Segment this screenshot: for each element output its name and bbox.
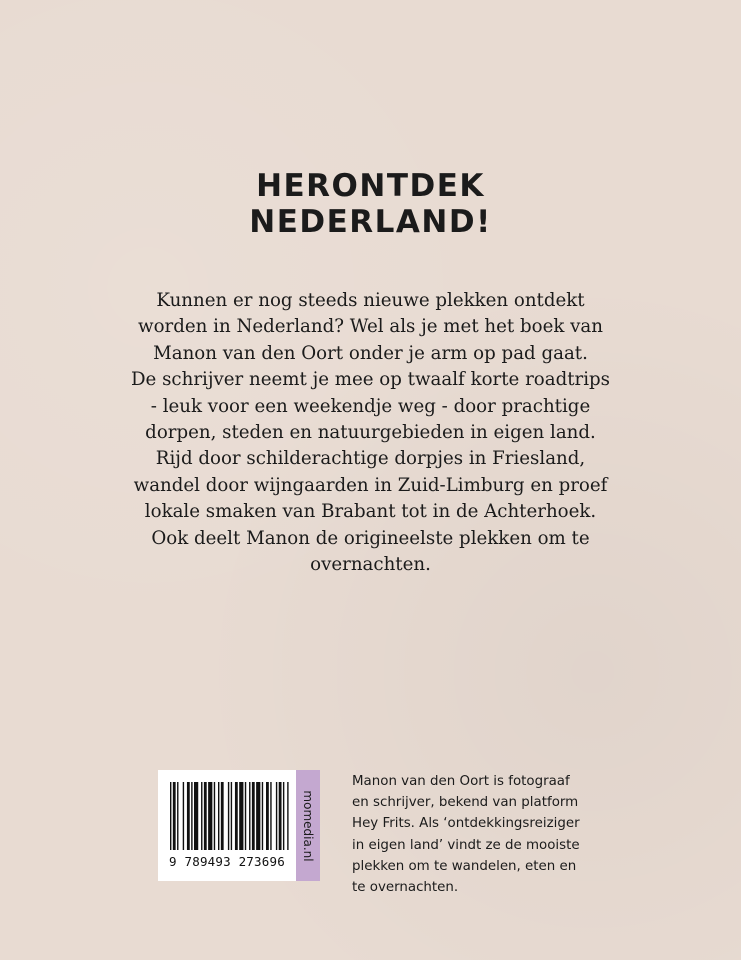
blurb-line: wandel door wijngaarden in Zuid-Limburg en proef — [133, 474, 608, 496]
barcode-bar — [235, 782, 238, 850]
blurb-line: overnachten. — [310, 554, 431, 576]
barcode-bar — [214, 782, 215, 850]
bio-line: Manon van den Oort is fotograaf — [352, 774, 570, 789]
barcode-bar — [231, 782, 232, 850]
barcode-bar — [170, 782, 171, 850]
book-blurb — [110, 288, 631, 578]
barcode-bar — [270, 782, 271, 850]
barcode-bar — [283, 782, 284, 850]
barcode-bar — [249, 782, 250, 850]
blurb-line: worden in Nederland? Wel als je met het boek van — [138, 316, 603, 338]
barcode-bar — [218, 782, 219, 850]
blurb-line: - leuk voor een weekendje weg - door prachtige — [150, 395, 591, 417]
bio-line: Hey Frits. Als ‘ontdekkingsreiziger — [352, 816, 580, 832]
barcode-bar — [187, 782, 190, 850]
barcode-bar — [173, 782, 176, 850]
barcode-bar — [266, 782, 269, 850]
barcode-bar — [191, 782, 192, 850]
title-line: HERONTDEK — [256, 168, 485, 204]
cover-title — [0, 168, 741, 240]
barcode-bar — [239, 782, 243, 850]
barcode-bar — [194, 782, 198, 850]
barcode-bar — [256, 782, 260, 850]
blurb-line: Ook deelt Manon de origineelste plekken om te — [151, 527, 590, 549]
isbn-number: 9 789493 273696 — [169, 854, 285, 869]
barcode-bar — [177, 782, 178, 850]
bio-line: te overnachten. — [352, 880, 459, 896]
blurb-line: Manon van den Oort onder je arm op pad gaat. — [153, 342, 588, 364]
barcode-bars-icon — [170, 782, 290, 850]
isbn-barcode — [158, 770, 296, 881]
barcode-bar — [252, 782, 255, 850]
author-bio — [352, 771, 722, 898]
barcode-bar — [245, 782, 246, 850]
bio-line: in eigen land’ vindt ze de mooiste — [352, 837, 580, 853]
publisher-strip — [296, 770, 320, 881]
blurb-line: De schrijver neemt je mee op twaalf korte roadtrips — [130, 369, 611, 391]
barcode-bar — [208, 782, 212, 850]
barcode-bar — [221, 782, 224, 850]
barcode-bar — [228, 782, 229, 850]
barcode-bar — [287, 782, 288, 850]
blurb-line: Kunnen er nog steeds nieuwe plekken ontdekt — [156, 290, 585, 311]
blurb-line: dorpen, steden en natuurgebieden in eigen land. — [145, 422, 596, 444]
barcode-bar — [276, 782, 277, 850]
bio-line: plekken om te wandelen, eten en — [352, 858, 577, 874]
barcode-bar — [204, 782, 207, 850]
barcode-bar — [262, 782, 263, 850]
barcode-bar — [201, 782, 202, 850]
barcode-bar — [279, 782, 282, 850]
title-line: NEDERLAND! — [249, 204, 492, 240]
publisher-name: momedia.nl — [301, 789, 315, 862]
bio-line: en schrijver, bekend van platform — [352, 795, 579, 811]
barcode-bar — [183, 782, 184, 850]
blurb-line: Rijd door schilderachtige dorpjes in Friesland, — [155, 448, 586, 470]
blurb-line: lokale smaken van Brabant tot in de Achterhoek. — [144, 501, 597, 523]
